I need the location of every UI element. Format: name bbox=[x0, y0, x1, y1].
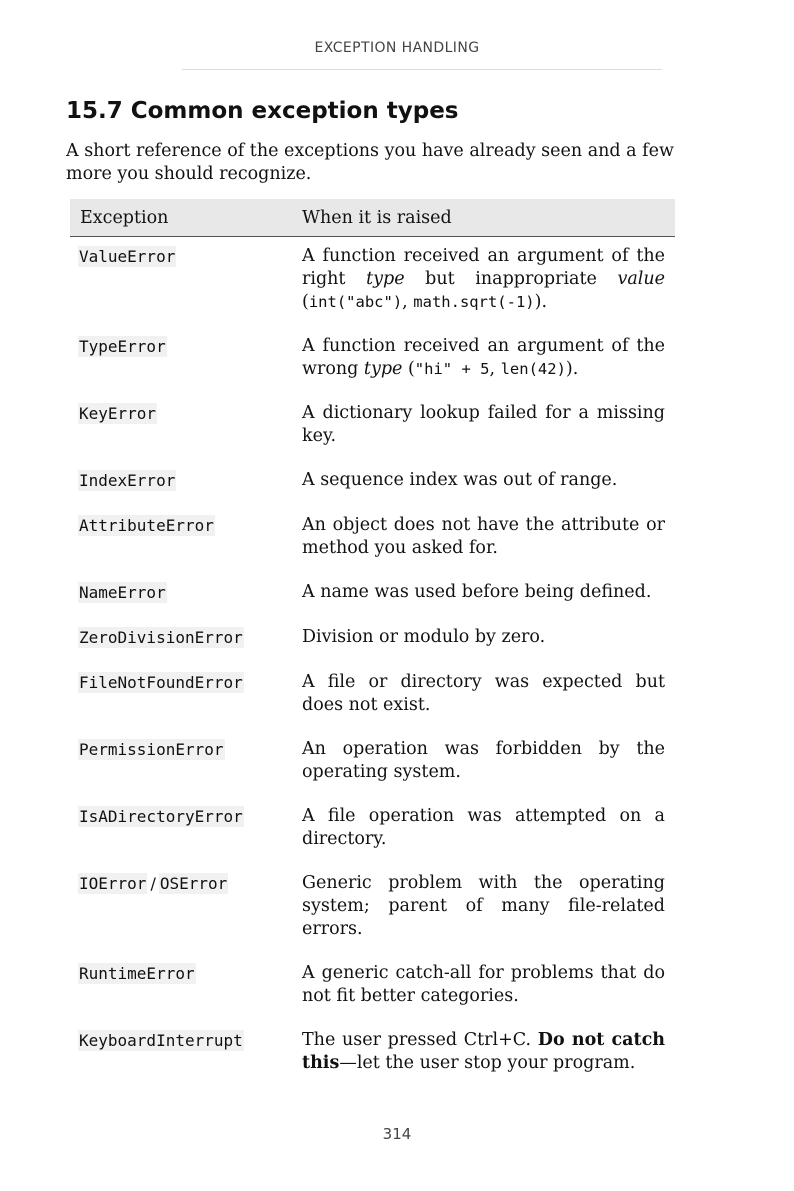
exception-description bbox=[302, 1022, 675, 1089]
exception-description bbox=[302, 328, 675, 395]
code-example: int("abc") bbox=[308, 293, 403, 311]
exception-description: A dictionary lookup failed for a missing key. bbox=[302, 403, 665, 446]
exception-name-cell bbox=[70, 395, 302, 462]
column-header-exception: Exception bbox=[70, 199, 302, 237]
exception-name: ValueError bbox=[79, 247, 176, 266]
exception-name-cell bbox=[70, 1022, 302, 1089]
description-text: , bbox=[489, 359, 501, 379]
description-text: The user pressed Ctrl+C. bbox=[302, 1030, 538, 1050]
description-text: ). bbox=[565, 359, 579, 379]
exception-name: AttributeError bbox=[79, 516, 214, 535]
exception-description: A file or directory was expected but does not exist. bbox=[302, 672, 665, 715]
table-row bbox=[70, 955, 675, 1022]
exception-name: RuntimeError bbox=[79, 964, 195, 983]
table-row bbox=[70, 664, 675, 731]
exception-name-cell bbox=[70, 664, 302, 731]
exception-name-cell bbox=[70, 328, 302, 395]
code-example: "hi" + 5 bbox=[414, 360, 490, 378]
exception-description: An object does not have the attribute or method you asked for. bbox=[302, 515, 665, 558]
description-text: A function received an argument of the right bbox=[302, 246, 665, 289]
table-row bbox=[70, 462, 675, 507]
emphasis-text: value bbox=[617, 269, 666, 289]
code-example: len(42) bbox=[500, 360, 566, 378]
exception-name: KeyboardInterrupt bbox=[79, 1031, 243, 1050]
description-text: but inappropriate bbox=[404, 269, 618, 289]
exception-description: A sequence index was out of range. bbox=[302, 470, 618, 490]
table-row bbox=[70, 865, 675, 955]
table-row bbox=[70, 1022, 675, 1089]
exception-name: ZeroDivisionError bbox=[79, 628, 243, 647]
running-header: EXCEPTION HANDLING bbox=[314, 40, 480, 56]
exception-name-cell bbox=[70, 507, 302, 574]
table-row bbox=[70, 507, 675, 574]
header-rule bbox=[182, 69, 662, 70]
exception-description: A name was used before being defined. bbox=[302, 582, 652, 602]
exception-name-cell bbox=[70, 731, 302, 798]
table-row bbox=[70, 237, 675, 329]
exception-name: PermissionError bbox=[79, 740, 224, 759]
description-text: ). bbox=[534, 292, 548, 312]
table-row bbox=[70, 798, 675, 865]
exception-name-cell bbox=[70, 462, 302, 507]
exception-name-cell bbox=[70, 955, 302, 1022]
exception-description bbox=[302, 237, 675, 329]
exception-table bbox=[70, 199, 675, 1089]
strong-warning: Do not catch this bbox=[302, 1030, 665, 1073]
description-text: , bbox=[402, 292, 414, 312]
exception-name: KeyError bbox=[79, 404, 157, 423]
emphasis-text: type bbox=[366, 269, 405, 289]
table-row bbox=[70, 619, 675, 664]
code-example: math.sqrt(-1) bbox=[413, 293, 535, 311]
exception-description: An operation was forbidden by the operating system. bbox=[302, 739, 665, 782]
exception-name-cell bbox=[70, 237, 302, 329]
description-text: —let the user stop your program. bbox=[339, 1053, 636, 1073]
exception-name: IsADirectoryError bbox=[79, 807, 243, 826]
name-separator: / bbox=[150, 874, 156, 893]
exception-name: OSError bbox=[159, 874, 228, 893]
exception-description: Generic problem with the operating system; parent of many file-related errors. bbox=[302, 873, 665, 939]
exception-description: Division or modulo by zero. bbox=[302, 627, 546, 647]
exception-name: IOError bbox=[79, 874, 147, 893]
exception-name: NameError bbox=[79, 583, 166, 602]
exception-name: TypeError bbox=[79, 337, 166, 356]
exception-name-cell bbox=[70, 798, 302, 865]
page-number: 314 bbox=[382, 1125, 412, 1143]
table-row bbox=[70, 574, 675, 619]
exception-name-cell bbox=[70, 865, 302, 955]
table-row bbox=[70, 731, 675, 798]
table-row bbox=[70, 328, 675, 395]
section-title: 15.7 Common exception types bbox=[66, 98, 459, 124]
exception-name-cell bbox=[70, 619, 302, 664]
column-header-when-raised: When it is raised bbox=[302, 199, 675, 237]
exception-name: IndexError bbox=[79, 471, 176, 490]
description-text: ( bbox=[402, 359, 415, 379]
exception-description: A generic catch-all for problems that do not fit better categories. bbox=[302, 963, 665, 1006]
emphasis-text: type bbox=[363, 359, 403, 379]
intro-paragraph: A short reference of the exceptions you have already seen and a few more you should recognize. bbox=[66, 141, 674, 184]
exception-description: A file operation was attempted on a directory. bbox=[302, 806, 665, 849]
description-text: A function received an argument of the wrong bbox=[302, 336, 665, 379]
table-row bbox=[70, 395, 675, 462]
table-header-row bbox=[70, 199, 675, 237]
description-text: ( bbox=[302, 292, 309, 312]
exception-name: FileNotFoundError bbox=[79, 673, 243, 692]
exception-name-cell bbox=[70, 574, 302, 619]
